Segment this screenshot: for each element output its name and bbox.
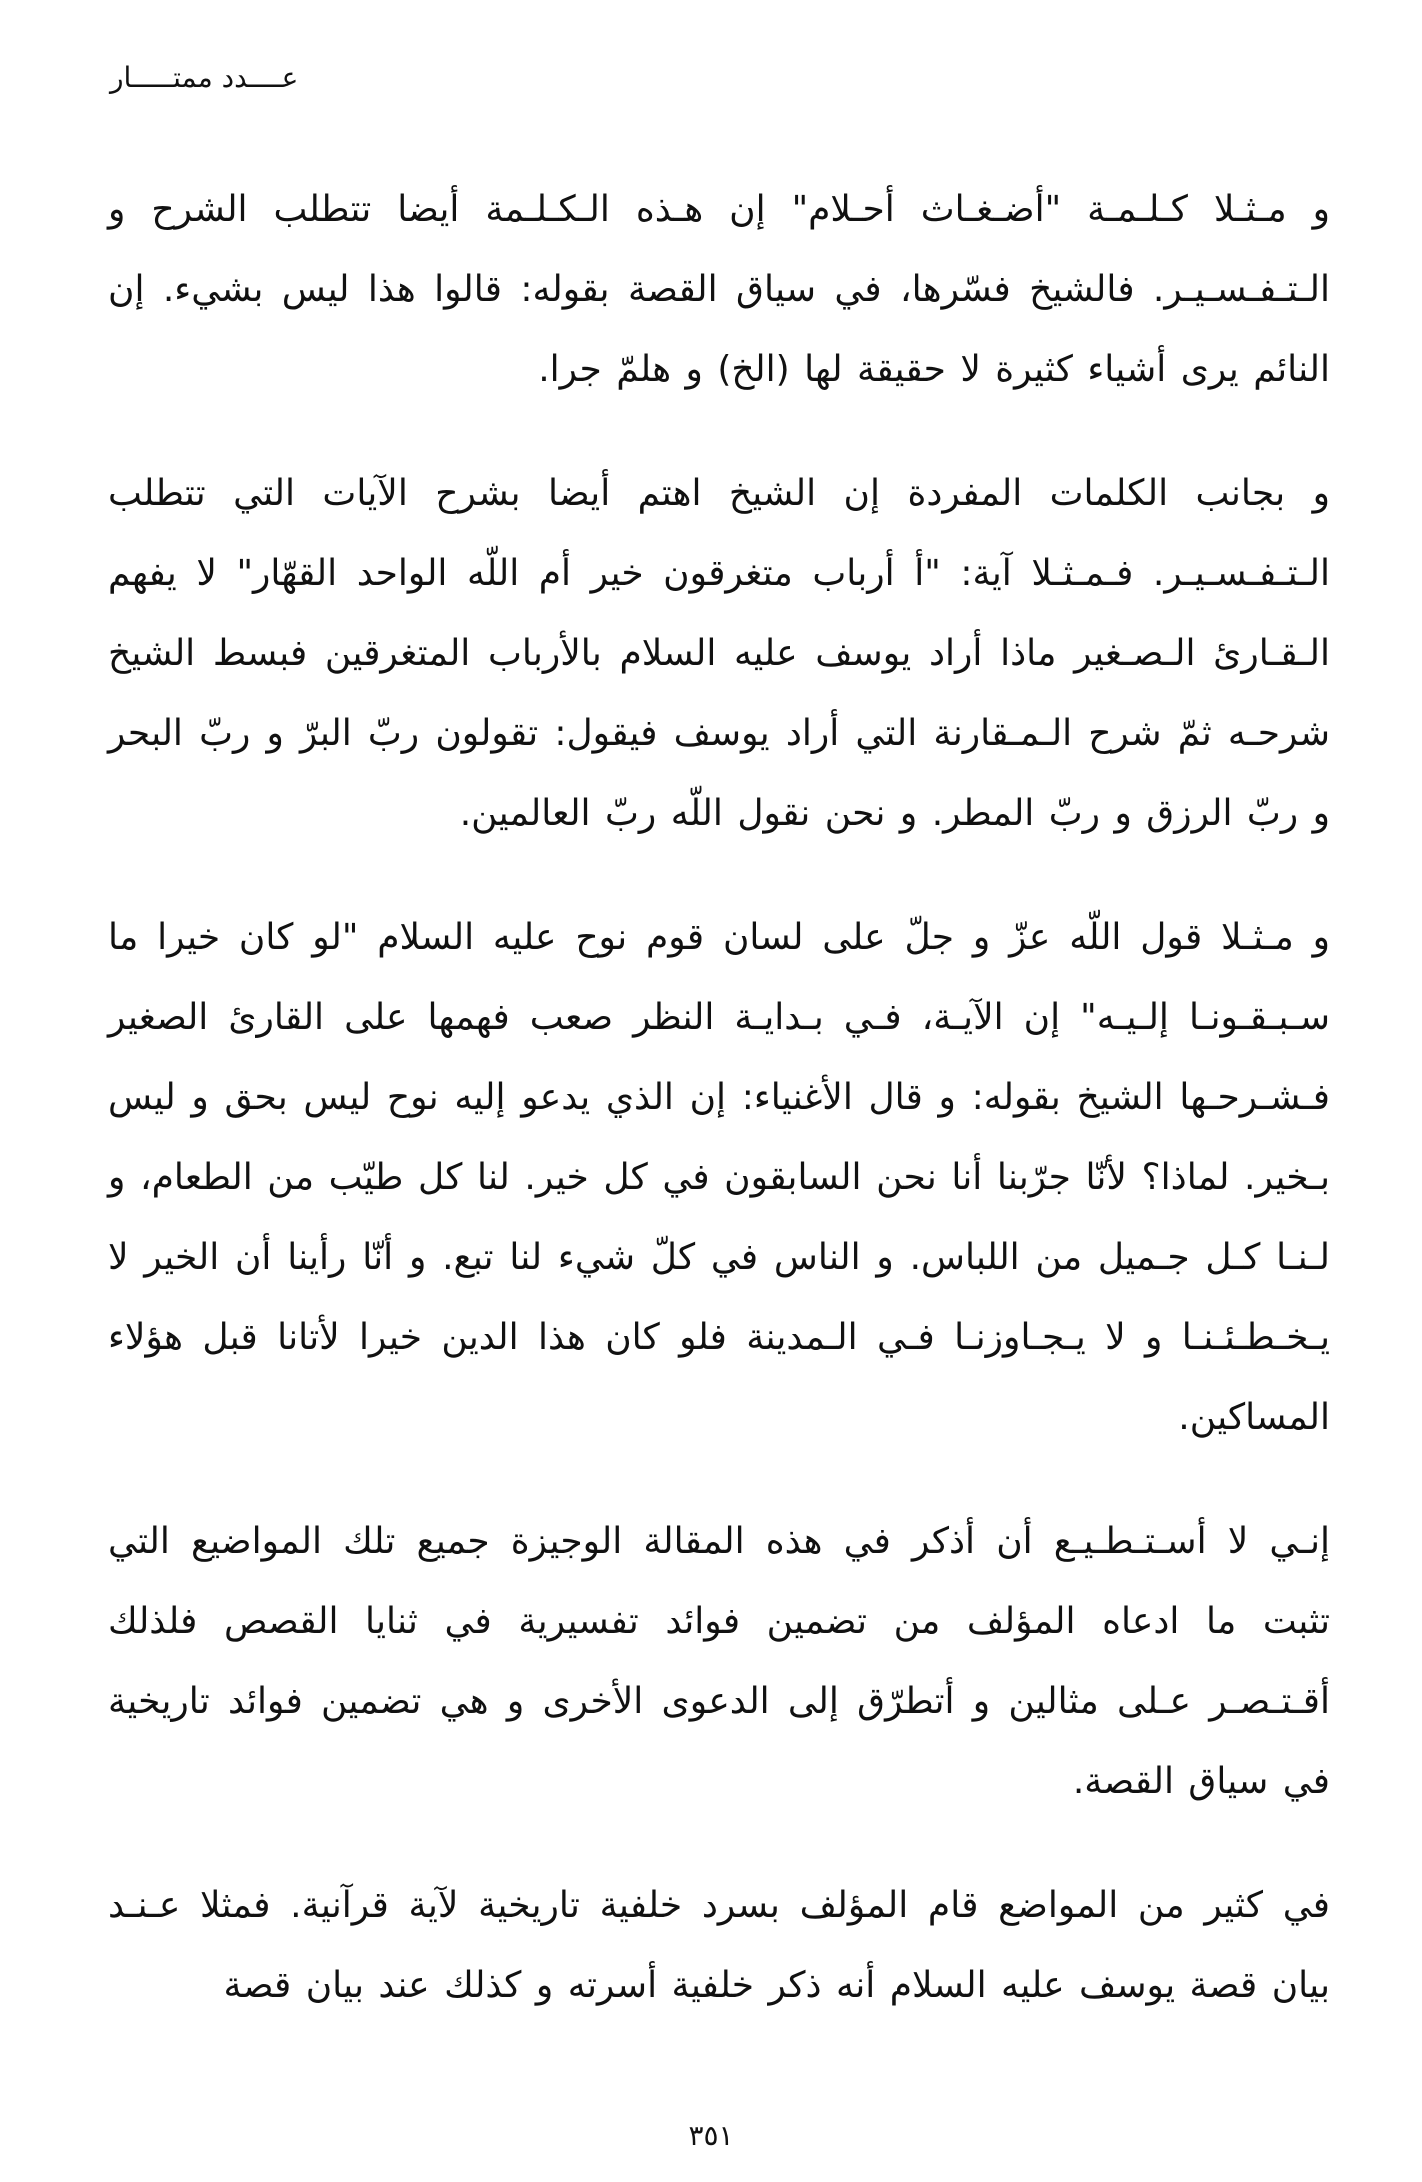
- running-header: عــــدد ممتـــــار: [110, 61, 299, 94]
- paragraph-1: و مـثـلا كـلـمـة "أضـغـاث أحـلام" إن هـذه الـكـلـمة أيضا تتطلب الشرح و الـتـفـسـيـر. فالشيخ فسّرها، في سياق القصة بقوله: قالوا هذا ليس بشيء. إن النائم يرى أشياء كثيرة لا حقيقة لها (الخ) و هلمّ جرا.: [108, 189, 1330, 390]
- paragraph-3: و مـثـلا قول اللّه عزّ و جلّ على لسان قوم نوح عليه السلام "لو كان خيرا ما سـبـقـونـا إلـيـه" إن الآيـة، فـي بـدايـة النظر صعب فهمها على القارئ الصغير فـشـرحـها الشيخ بقوله: و قال الأغنياء: إن الذي يدعو إليه نوح ليس بحق و ليس بـخير. لماذا؟ لأنّا جرّبنا أنا نحن السابقون في كل خير. لنا كل طيّب من الطعام، و لـنـا كـل جـميل من اللباس. و الناس في كلّ شيء لنا تبع. و أنّا رأينا أن الخير لا يـخـطـئـنـا و لا يـجـاوزنـا فـي الـمدينة فلو كان هذا الدين خيرا لأتانا قبل هؤلاء المساكين.: [108, 917, 1330, 1438]
- paragraph-5: في كثير من المواضع قام المؤلف بسرد خلفية تاريخية لآية قرآنية. فمثلا عـنـد بيان قصة يوسف عليه السلام أنه ذكر خلفية أسرته و كذلك عند بيان قصة: [108, 1885, 1330, 2006]
- page-number: ٣٥١: [688, 2119, 734, 2152]
- header-rule: [110, 93, 410, 94]
- paragraph-2: و بجانب الكلمات المفردة إن الشيخ اهتم أيضا بشرح الآيات التي تتطلب الـتـفـسـيـر. فـمـثـلا آية: "أ أرباب متغرقون خير أم اللّه الواحد القهّار" لا يفهم الـقـارئ الـصـغير ماذا أراد يوسف عليه السلام بالأرباب المتغرقين فبسط الشيخ شرحـه ثمّ شرح الـمـقارنة التي أراد يوسف فيقول: تقولون ربّ البرّ و ربّ البحر و ربّ الرزق و ربّ المطر. و نحن نقول اللّه ربّ العالمين.: [108, 473, 1330, 834]
- paragraph-4: إنـي لا أسـتـطـيـع أن أذكر في هذه المقالة الوجيزة جميع تلك المواضيع التي تثبت ما ادعاه المؤلف من تضمين فوائد تفسيرية في ثنايا القصص فلذلك أقـتـصـر عـلى مثالين و أتطرّق إلى الدعوى الأخرى و هي تضمين فوائد تاريخية في سياق القصة.: [108, 1521, 1330, 1802]
- article-body: [108, 170, 1330, 2026]
